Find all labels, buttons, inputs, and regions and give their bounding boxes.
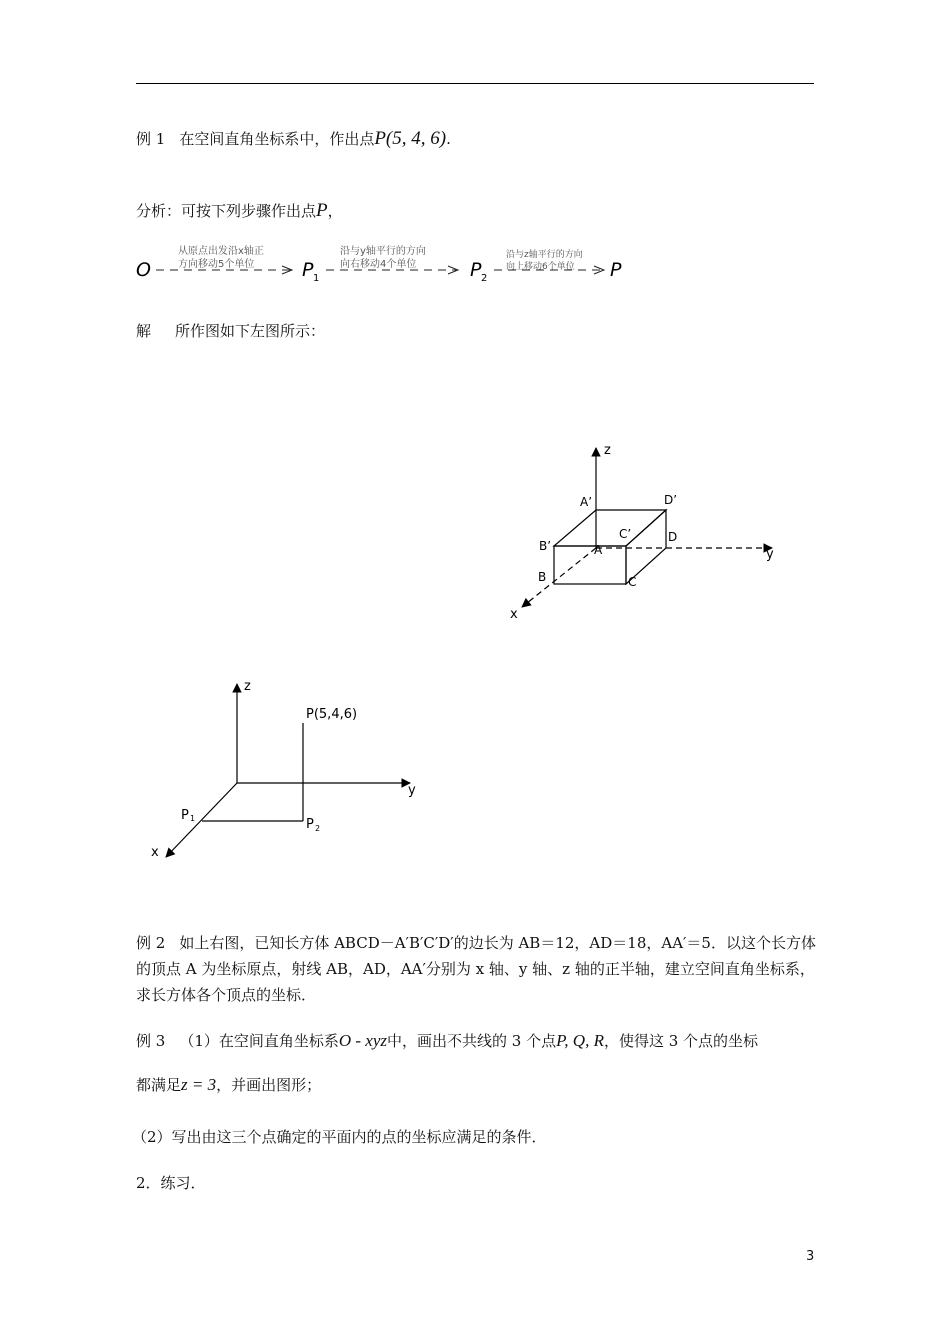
example3-system: O - xyz bbox=[338, 1031, 388, 1050]
example2-text-3: 求长方体各个顶点的坐标． bbox=[136, 986, 317, 1004]
analysis-end: ， bbox=[327, 202, 343, 220]
header-rule bbox=[136, 83, 814, 84]
example2-label: 例 2 bbox=[136, 934, 166, 952]
point-x-axis bbox=[166, 783, 237, 857]
box-figure bbox=[500, 430, 800, 630]
example3-line2 bbox=[136, 1074, 321, 1095]
box-label-x: x bbox=[510, 607, 518, 622]
example3-points: P, Q, R bbox=[556, 1031, 604, 1050]
analysis-point: P bbox=[316, 200, 328, 221]
step2-bottom: 向右移动4个单位 bbox=[340, 259, 417, 270]
steps-diagram bbox=[130, 240, 650, 290]
step-target: P bbox=[610, 259, 622, 281]
point-label-p: P(5,4,6) bbox=[306, 707, 358, 722]
box-label-b-prime: B’ bbox=[539, 539, 552, 553]
example1-end: . bbox=[446, 130, 451, 148]
point-label-y: y bbox=[408, 783, 416, 798]
example2-text-1: 如上右图，已知长方体 ABCD－A′B′C′D′的边长为 AB＝12，AD＝18，AA′＝5．以这个长方体 bbox=[179, 934, 816, 952]
example1-label: 例 1 bbox=[136, 130, 166, 148]
step3-top: 沿与z轴平行的方向 bbox=[506, 250, 583, 260]
step1-bottom: 方向移动5个单位 bbox=[178, 259, 255, 270]
step1-top: 从原点出发沿x轴正 bbox=[178, 246, 264, 257]
box-right-face bbox=[626, 510, 666, 584]
example1-point: P(5, 4, 6) bbox=[374, 128, 447, 149]
box-label-z: z bbox=[604, 443, 611, 458]
example3-part1-c: ，使得这 3 个点的坐标 bbox=[603, 1032, 759, 1050]
example2-text-2: 的顶点 A 为坐标原点，射线 AB，AD，AA′分别为 x 轴、y 轴、z 轴的正半轴，建立空间直角坐标系， bbox=[136, 960, 815, 978]
box-label-c: C bbox=[628, 575, 637, 589]
example3-part1-a: （1）在空间直角坐标系 bbox=[179, 1032, 339, 1050]
example3-line1 bbox=[136, 1030, 758, 1051]
box-label-y: y bbox=[766, 547, 774, 562]
box-label-a: A bbox=[594, 543, 603, 557]
solution-text: 所作图如下左图所示： bbox=[175, 322, 326, 340]
page-number: 3 bbox=[806, 1249, 815, 1264]
box-label-a-prime: A’ bbox=[580, 495, 593, 509]
point-label-p2: P bbox=[306, 817, 314, 832]
step3-bottom: 向上移动6个单位 bbox=[506, 262, 575, 272]
example3-line2-a: 都满足 bbox=[136, 1076, 182, 1094]
example3-line2-b: ，并画出图形； bbox=[216, 1076, 322, 1094]
example3-label: 例 3 bbox=[136, 1032, 166, 1050]
analysis-text: 分析：可按下列步骤作出点 bbox=[136, 202, 317, 220]
point-label-p2-sub: 2 bbox=[315, 824, 321, 833]
box-label-d-prime: D’ bbox=[664, 493, 678, 507]
solution-label: 解 bbox=[136, 322, 152, 340]
step-p2: P bbox=[470, 259, 482, 281]
point-label-x: x bbox=[151, 845, 159, 860]
point-figure bbox=[140, 670, 440, 870]
point-label-z: z bbox=[244, 679, 251, 694]
solution-line bbox=[136, 320, 325, 341]
box-label-b: B bbox=[538, 570, 547, 584]
example3-part2: （2）写出由这三个点确定的平面内的点的坐标应满足的条件． bbox=[132, 1128, 547, 1146]
example1-line bbox=[136, 128, 451, 150]
example2-line1 bbox=[136, 932, 816, 953]
box-x-axis bbox=[522, 548, 596, 607]
example1-text: 在空间直角坐标系中，作出点 bbox=[179, 130, 375, 148]
step-origin: O bbox=[136, 259, 151, 281]
step-p1-sub: 1 bbox=[313, 273, 320, 284]
box-top-face bbox=[554, 510, 666, 546]
step-p1: P bbox=[302, 259, 314, 281]
point-label-p1-sub: 1 bbox=[190, 814, 196, 823]
box-label-c-prime: C’ bbox=[619, 527, 632, 541]
box-front-face bbox=[554, 546, 626, 584]
point-label-p1: P bbox=[181, 808, 189, 823]
box-label-d: D bbox=[668, 530, 678, 544]
step2-top: 沿与y轴平行的方向 bbox=[340, 246, 426, 257]
example3-part1-b: 中，画出不共线的 3 个点 bbox=[387, 1032, 557, 1050]
practice-heading: 2．练习． bbox=[136, 1174, 206, 1192]
analysis-line bbox=[136, 200, 343, 222]
step-p2-sub: 2 bbox=[481, 273, 488, 284]
example3-condition: z = 3 bbox=[181, 1075, 217, 1094]
